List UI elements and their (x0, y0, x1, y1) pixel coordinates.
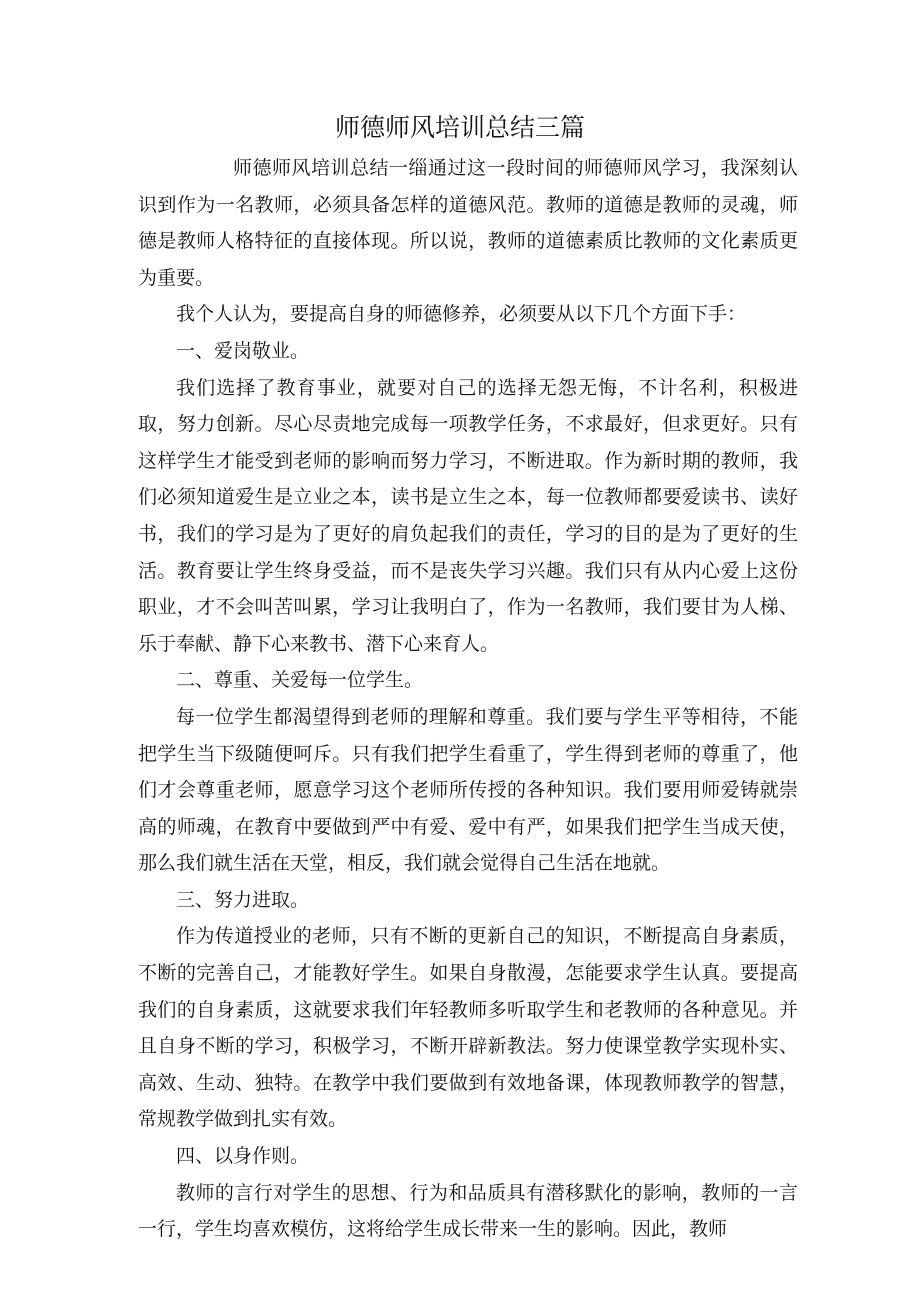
paragraph-section-4: 教师的言行对学生的思想、行为和品质具有潜移默化的影响，教师的一言一行，学生均喜欢模仿，这将给学生成长带来一生的影响。因此，教师 (138, 1181, 798, 1241)
section-heading-3: 三、努力进取。 (176, 888, 310, 911)
paragraph-opinion: 我个人认为，要提高自身的师德修养，必须要从以下几个方面下手： (176, 303, 747, 326)
document-body (138, 150, 798, 1248)
paragraph-section-3: 作为传道授业的老师，只有不断的更新自己的知识，不断提高自身素质，不断的完善自己，才能教好学生。如果自身散漫，怎能要求学生认真。要提高我们的自身素质，这就要求我们年轻教师多听取学生和老教师的各种意见。并且自身不断的学习，积极学习，不断开辟新教法。努力使课堂教学实现朴实、高效、生动、独特。在教学中我们要做到有效地备课，体现教师教学的智慧，常规教学做到扎实有效。 (138, 925, 798, 1131)
paragraph-intro: 师德师风培训总结一缁通过这一段时间的师德师风学习，我深刻认识到作为一名教师，必须具备怎样的道德风范。教师的道德是教师的灵魂，师德是教师人格特征的直接体现。所以说，教师的道德素质比教师的文化素质更为重要。 (138, 157, 798, 289)
paragraph-section-1: 我们选择了教育事业，就要对自己的选择无怨无悔，不计名利，积极进取，努力创新。尽心尽责地完成每一项教学任务，不求最好，但求更好。只有这样学生才能受到老师的影响而努力学习，不断进取。作为新时期的教师，我们必须知道爱生是立业之本，读书是立生之本，每一位教师都要爱读书、读好书，我们的学习是为了更好的肩负起我们的责任，学习的目的是为了更好的生活。教育要让学生终身受益，而不是丧失学习兴趣。我们只有从内心爱上这份职业，才不会叫苦叫累，学习让我明白了，作为一名教师，我们要甘为人梯、乐于奉献、静下心来教书、潜下心来育人。 (138, 376, 798, 655)
document-title: 师德师风培训总结三篇 (334, 113, 585, 142)
section-heading-1: 一、爱岗敬业。 (176, 339, 310, 362)
paragraph-section-2: 每一位学生都渴望得到老师的理解和尊重。我们要与学生平等相待，不能把学生当下级随便呵斥。只有我们把学生看重了，学生得到老师的尊重了，他们才会尊重老师，愿意学习这个老师所传授的各种知识。我们要用师爱铸就崇高的师魂，在教育中要做到严中有爱、爱中有严，如果我们把学生当成天使，那么我们就生活在天堂，相反，我们就会觉得自己生活在地就。 (138, 705, 798, 875)
section-heading-2: 二、尊重、关爱每一位学生。 (176, 669, 424, 692)
section-heading-4: 四、以身作则。 (176, 1145, 310, 1168)
